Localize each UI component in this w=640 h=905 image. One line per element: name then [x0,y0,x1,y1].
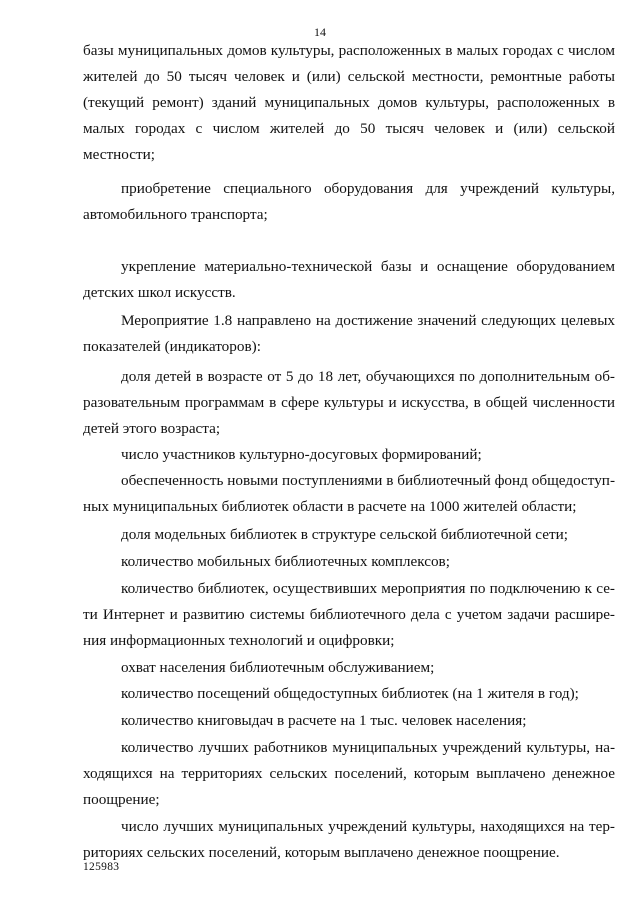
text-line: ных муниципальных библиотек области в расчете на 1000 жителей области; [83,498,577,515]
document-code: 125983 [83,861,120,873]
text-line: Мероприятие 1.8 направлено на достижение значений следующих целевых [121,312,615,329]
text-line: количество книговыдач в расчете на 1 тыс. человек населения; [121,712,527,729]
text-line: разовательным программам в сфере культуры и искусства, в общей численности [83,394,615,411]
paragraph [83,522,615,548]
paragraph [83,814,615,866]
text-line: малых городах с числом жителей до 50 тысяч человек и (или) сельской [83,120,615,137]
paragraph [83,576,615,654]
paragraph [83,681,615,707]
paragraph [83,549,615,575]
text-line: базы муниципальных домов культуры, расположенных в малых городах с числом [83,42,615,59]
text-line: детских школ искусств. [83,284,236,301]
text-line: число лучших муниципальных учреждений культуры, находящихся на тер- [121,818,615,835]
text-line: детей этого возраста; [83,420,221,437]
text-line: автомобильного транспорта; [83,206,268,223]
text-line: доля детей в возрасте от 5 до 18 лет, обучающихся по дополнительным об- [121,368,615,385]
paragraph [83,176,615,228]
document-body [83,38,615,861]
text-line: показателей (индикаторов): [83,338,261,355]
text-line: ния информационных технологий и оцифровки; [83,632,395,649]
text-line: жителей до 50 тысяч человек и (или) сельской местности, ремонтные работы [83,68,615,85]
text-line: поощрение; [83,791,160,808]
text-line: укрепление материально-технической базы и оснащение оборудованием [121,258,615,275]
paragraph [83,442,615,468]
page-number: 14 [314,25,326,39]
text-line: количество лучших работников муниципальных учреждений культуры, на- [121,739,615,756]
text-line: приобретение специального оборудования для учреждений культуры, [121,180,615,197]
text-line: количество посещений общедоступных библиотек (на 1 жителя в год); [121,685,579,702]
paragraph [83,735,615,813]
text-line: риториях сельских поселений, которым выплачено денежное поощрение. [83,844,560,861]
text-line: ходящихся на территориях сельских поселений, которым выплачено денежное [83,765,615,782]
paragraph [83,254,615,306]
text-line: охват населения библиотечным обслуживанием; [121,659,435,676]
paragraph [83,708,615,734]
text-line: количество мобильных библиотечных комплексов; [121,553,450,570]
text-line: обеспеченность новыми поступлениями в библиотечный фонд общедоступ- [121,472,615,489]
text-line: ти Интернет и развитию системы библиотечного дела с учетом задачи расшире- [83,606,615,623]
text-line: местности; [83,146,155,163]
paragraph [83,38,615,168]
paragraph [83,655,615,681]
paragraph [83,308,615,360]
paragraph [83,364,615,442]
text-line: доля модельных библиотек в структуре сельской библиотечной сети; [121,526,568,543]
text-line: число участников культурно-досуговых формирований; [121,446,482,463]
paragraph [83,468,615,520]
text-line: (текущий ремонт) зданий муниципальных домов культуры, расположенных в [83,94,615,111]
text-line: количество библиотек, осуществивших мероприятия по подключению к се- [121,580,615,597]
